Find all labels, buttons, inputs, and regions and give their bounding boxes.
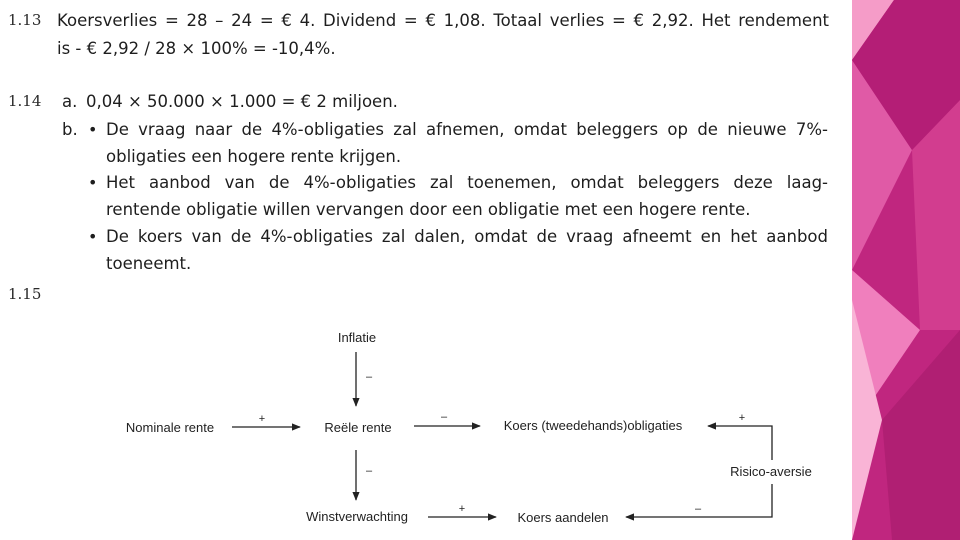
node-nominale-rente: Nominale rente	[125, 420, 215, 435]
question-number-1-14: 1.14	[8, 92, 42, 110]
node-koers-aandelen: Koers aandelen	[517, 510, 609, 525]
bullet-1-line-2: obligaties een hogere rente krijgen.	[106, 147, 402, 166]
decorative-facet-panel	[852, 0, 960, 540]
sign-reele-to-winstverwachting: –	[366, 465, 373, 477]
arrow-risico-to-koers-obligaties	[708, 426, 772, 460]
sign-reele-to-koers-obligaties: –	[440, 411, 448, 423]
bullet-1-symbol: •	[88, 120, 98, 139]
bullet-2-line-2: rentende obligatie willen vervangen door een obligatie met een hogere rente.	[106, 200, 751, 219]
node-winstverwachting: Winstverwachting	[306, 509, 408, 524]
node-reele-rente: Reële rente	[324, 420, 392, 435]
sign-inflatie-to-reele: –	[366, 371, 373, 383]
bullet-3-line-1: De koers van de 4%-obligaties zal dalen, omdat de vraag afneemt en het aanbod	[106, 227, 828, 246]
answer-1-13-line-2: is - € 2,92 / 28 × 100% = -10,4%.	[57, 39, 336, 58]
subquestion-a-marker: a.	[62, 92, 78, 111]
question-number-1-13: 1.13	[8, 11, 42, 29]
node-risico-aversie: Risico-aversie	[730, 464, 812, 479]
sign-nominale-to-reele: +	[258, 413, 266, 425]
bullet-3-symbol: •	[88, 227, 98, 246]
answer-1-13-line-1: Koersverlies = 28 – 24 = € 4. Dividend = € 1,08. Totaal verlies = € 2,92. Het rendement	[57, 11, 829, 30]
question-number-1-15: 1.15	[8, 285, 42, 303]
bullet-2-line-1: Het aanbod van de 4%-obligaties zal toenemen, omdat beleggers deze laag-	[106, 173, 828, 192]
sign-risico-to-koers-obligaties: +	[738, 412, 746, 424]
bullet-2-symbol: •	[88, 173, 98, 192]
bullet-1-line-1: De vraag naar de 4%-obligaties zal afnemen, omdat beleggers op de nieuwe 7%-	[106, 120, 828, 139]
subquestion-b-marker: b.	[62, 120, 78, 139]
sign-winstverwachting-to-koers-aandelen: +	[458, 503, 466, 515]
bullet-3-line-2: toeneemt.	[106, 254, 192, 273]
node-inflatie: Inflatie	[337, 330, 377, 345]
node-koers-obligaties: Koers (tweedehands)obligaties	[503, 418, 683, 433]
answer-1-14-a: 0,04 × 50.000 × 1.000 = € 2 miljoen.	[86, 92, 398, 111]
sign-risico-to-koers-aandelen: –	[694, 503, 702, 515]
causal-diagram	[0, 320, 852, 540]
